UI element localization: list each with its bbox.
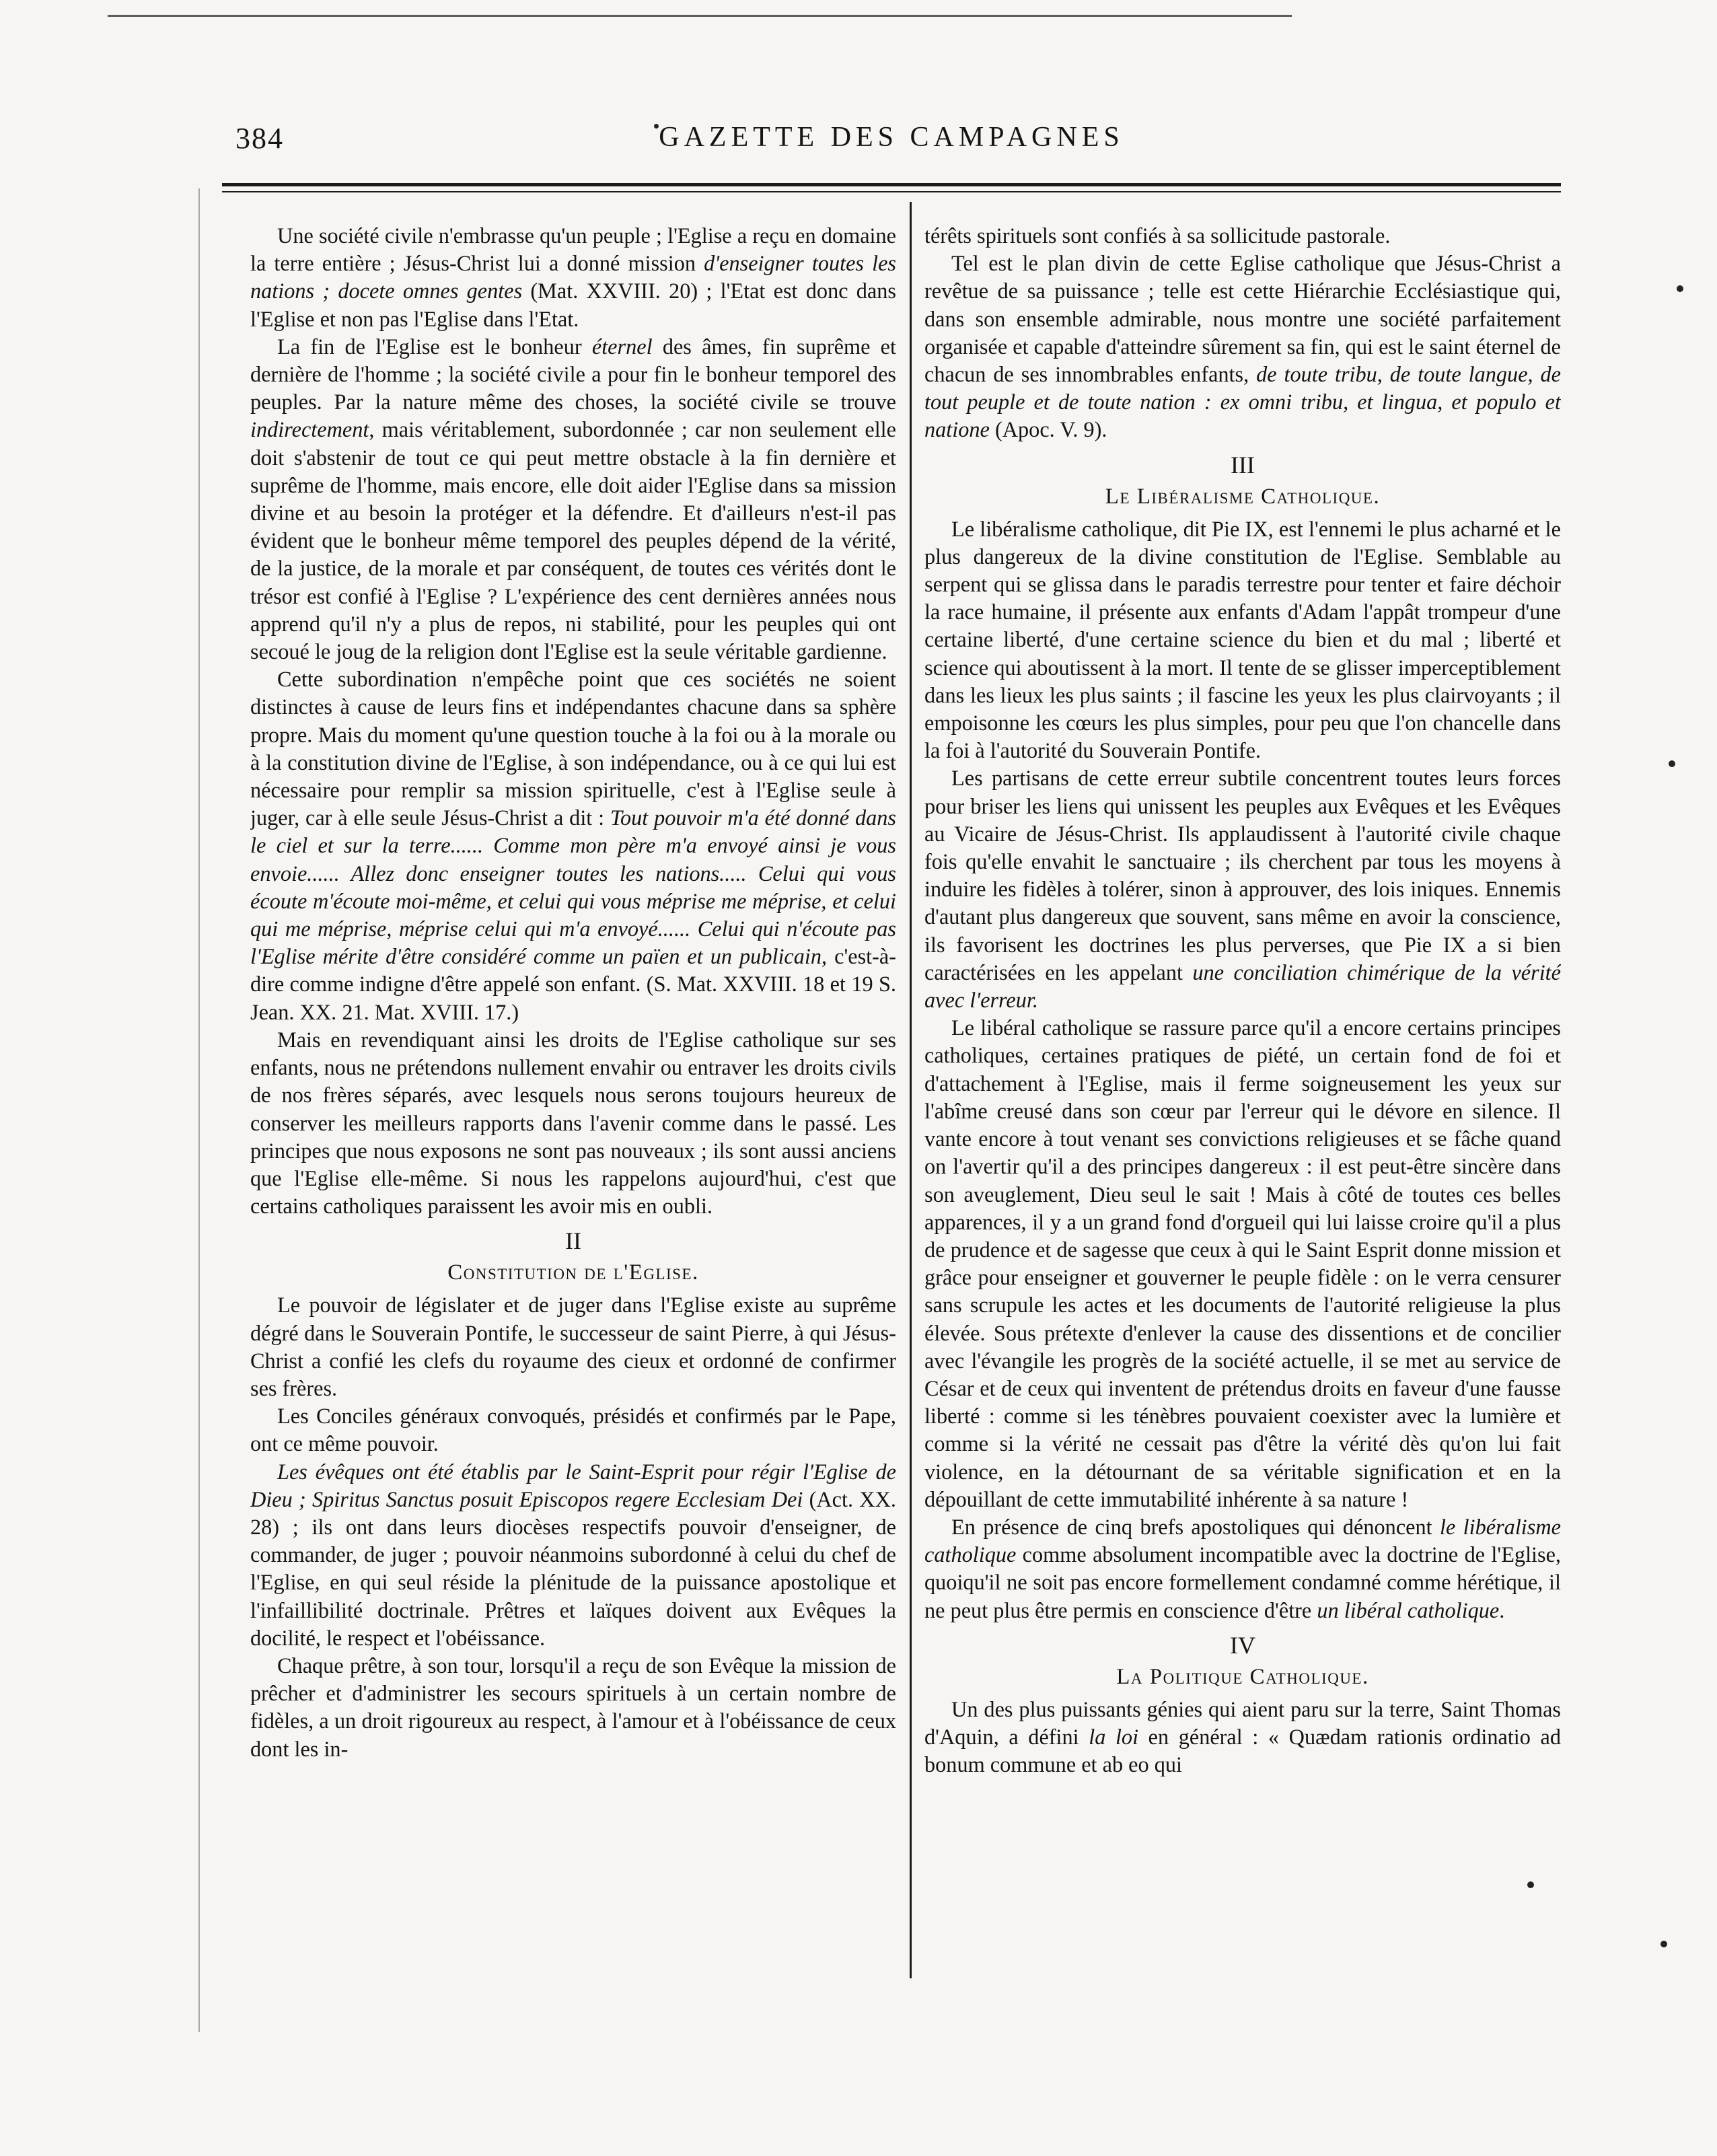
text-run: Un des plus puissants génies qui aient paru sur la terre, Saint Thomas d'Aquin, a défini (924, 1696, 1561, 1749)
section-number: II (565, 1227, 581, 1255)
paragraph (924, 1696, 1561, 1779)
page-number: 384 (235, 122, 284, 155)
header-rule-thin (222, 191, 1561, 192)
paragraph: Le libéralisme catholique, dit Pie IX, est l'ennemi le plus acharné et le plus dangereux de la divine constitution de l'Eglise. Semblable au serpent qui se glissa dans le paradis terrestre pour tenter et faire déchoir la race humaine, il présente aux enfants d'Adam l'appât trompeur d'une certaine liberté, d'une certaine science du bien et du mal ; liberté et science qui aboutissent à la mort. Il tente de se glisser imperceptiblement dans les lieux les plus saints ; il fascine les yeux les plus clairvoyants ; il empoisonne les cœurs les plus simples, pour peu que l'on chancelle dans la foi à l'autorité du Souverain Pontife. (924, 516, 1561, 763)
column-divider (910, 202, 912, 1978)
section-number: III (1231, 451, 1255, 478)
text-run: , c'est-à-dire comme indigne d'être appelé son enfant. (S. Mat. XXVIII. 18 et 19 S. Jean. XX. 21. Mat. XVIII. 17.) (250, 944, 896, 1024)
left-column (250, 222, 896, 1985)
text-run: Les partisans de cette erreur subtile concentrent toutes leurs forces pour briser les liens qui unissent les peuples aux Evêques et les Evêques au Vicaire de Jésus-Christ. Ils applaudissent à l'autorité civile chaque fois qu'elle envahit le sanctuaire ; ils cherchent par tous les moyens à induire les fidèles à tolérer, sinon à approuver, des lois iniques. Ennemis d'autant plus dangereux que souvent, sans même en avoir la conscience, ils favorisent les doctrines les plus perverses, que Pie IX a si bien caractérisées en les appelant (924, 766, 1561, 984)
italic-text: Tout pouvoir m'a été donné dans le ciel et sur la terre...... Comme mon père m'a envoyé ainsi je vous envoie...... Allez donc enseigner toutes les nations..... Celui qui vous écoute m'écoute moi-même, et celui qui vous méprise me méprise, et celui qui me méprise, méprise celui qui m'a envoyé...... Celui qui n'écoute pas l'Eglise mérite d'être considéré comme un païen et un publicain (250, 805, 896, 969)
ink-speck (1527, 1881, 1534, 1888)
text-run: En présence de cinq brefs apostoliques qui dénoncent (951, 1514, 1440, 1539)
italic-text: une conciliation chimérique de la vérité avec l'erreur. (924, 960, 1561, 1013)
text-run: en général : « Quædam rationis ordinatio ad bonum commune et ab eo qui (924, 1724, 1561, 1777)
section-title: Le Libéralisme Catholique. (1105, 484, 1381, 509)
paragraph: Le pouvoir de législater et de juger dans l'Eglise existe au suprême dégré dans le Souverain Pontife, le successeur de saint Pierre, à qui Jésus-Christ a confié les clefs du royaume des cieux et ordonné de confirmer ses frères. (250, 1293, 896, 1400)
paragraph (250, 666, 896, 1026)
paragraph: térêts spirituels sont confiés à sa sollicitude pastorale. (924, 223, 1391, 248)
italic-text: un libéral catholique (1317, 1597, 1500, 1622)
paragraph: Les Conciles généraux convoqués, présidés et confirmés par le Pape, ont ce même pouvoir. (250, 1404, 896, 1456)
italic-text: d'enseigner toutes les nations ; docete omnes gentes (250, 251, 896, 303)
text-run: Cette subordination n'empêche point que ces sociétés ne soient distinctes à cause de leurs fins et indépendantes chacune dans sa sphère propre. Mais du moment qu'une question touche à la foi ou à la morale ou à la constitution divine de l'Eglise, à son indépendance, ou à ce qui lui est nécessaire pour remplir sa mission spirituelle, c'est à l'Eglise seule à juger, car à elle seule Jésus-Christ a dit : (250, 667, 896, 830)
text-run: Tel est le plan divin de cette Eglise catholique que Jésus-Christ a revêtue de sa puissance ; telle est cette Hiérarchie Ecclésiastique qui, dans son ensemble admirable, nous montre une société parfaitement organisée et capable d'atteindre sûrement sa fin, qui est le saint éternel de chacun de ses innombrables enfants, (924, 251, 1561, 387)
ink-speck (1677, 285, 1683, 292)
text-run: (Act. XX. 28) ; ils ont dans leurs diocèses respectifs pouvoir d'enseigner, de commander, de juger ; pouvoir néanmoins subordonné à celui du chef de l'Eglise, en qui seul réside la plénitude de la puissance apostolique et l'infaillibilité doctrinale. Prêtres et laïques doivent aux Evêques la docilité, le respect et l'obéissance. (250, 1486, 896, 1650)
paragraph: Mais en revendiquant ainsi les droits de l'Eglise catholique sur ses enfants, nous ne prétendons nullement envahir ou entraver les droits civils de nos frères séparés, avec lesquels nous serons toujours heureux de conserver les meilleurs rapports dans l'avenir comme dans le passé. Les principes que nous exposons ne sont pas nouveaux ; ils sont aussi anciens que l'Eglise elle-même. Si nous les rappelons aujourd'hui, c'est que certains catholiques paraissent les avoir mis en oubli. (250, 1027, 896, 1219)
section-title: La Politique Catholique. (1116, 1664, 1369, 1689)
ink-speck (1669, 760, 1675, 767)
text-run: comme absolument incompatible avec la doctrine de l'Eglise, quoiqu'il ne soit pas encore formellement condamné comme hérétique, il ne peut plus être permis en conscience d'être (924, 1542, 1561, 1622)
text-run: . (1499, 1597, 1505, 1622)
italic-text: de toute tribu, de toute langue, de tout peuple et de toute nation : ex omni tribu, et lingua, et populo et natione (924, 362, 1561, 442)
paragraph (924, 250, 1561, 443)
paragraph (924, 1513, 1561, 1624)
italic-text: éternel (591, 334, 653, 359)
italic-text: le libéralisme catholique (924, 1514, 1561, 1567)
italic-text: la loi (1089, 1724, 1139, 1749)
section-number: IV (1230, 1631, 1255, 1659)
italic-text: indirectement (250, 417, 369, 442)
ink-speck (654, 124, 659, 129)
paragraph (924, 764, 1561, 1014)
masthead-title: GAZETTE DES CAMPAGNES (659, 122, 1124, 153)
paragraph (250, 1458, 896, 1652)
ink-speck (1660, 1941, 1667, 1947)
section-title: Constitution de l'Eglise. (447, 1260, 699, 1285)
italic-text: Les évêques ont été établis par le Saint-Esprit pour régir l'Eglise de Dieu ; Spiritus Sanctus posuit Episcopos regere Ecclesiam Dei (250, 1459, 896, 1511)
paragraph: Le libéral catholique se rassure parce qu'il a encore certains principes catholiques, certaines pratiques de piété, un certain fond de foi et d'attachement à l'Eglise, mais il ferme soigneusement les yeux sur l'abîme creusé dans son cœur par l'erreur qui le dévore en silence. Il vante encore à tout venant ses convictions religieuses et se fâche quand on l'avertir qu'il a des principes dangereux : il est peut-être sincère dans son aveuglement, Dieu seul le sait ! Mais à côté de toutes ces belles apparences, il y a un grand fond d'orgueil qui lui laisse croire qu'il a plus de prudence et de sagesse que ceux à qui le Saint Esprit donne mission et grâce pour enseigner et gouverner le peuple fidèle : on le verra censurer sans scrupule les actes et les documents de l'autorité religieuse la plus élevée. Sous prétexte d'enlever la cause des dissentions et de concilier avec l'évangile les progrès de la société actuelle, il se met au service de César et de ceux qui inventent de prétendus droits en faveur d'une fausse liberté : comme si les ténèbres pouvaient coexister avec la lumière et comme si la vérité ne cessait pas d'être la vérité dès qu'on lui fait violence, en la détournant de sa véritable signification et en la dépouillant de cette immutabilité inhérente à sa nature ! (924, 1015, 1561, 1511)
top-edge-rule (108, 15, 1292, 17)
paragraph (250, 333, 896, 666)
page-header (222, 114, 1561, 175)
paragraph: Chaque prêtre, à son tour, lorsqu'il a reçu de son Evêque la mission de prêcher et d'administrer les secours spirituels à un certain nombre de fidèles, a un droit rigoureux au respect, à l'amour et à l'obéissance de ceux dont les in- (250, 1653, 896, 1761)
text-run: , mais véritablement, subordonnée ; car non seulement elle doit s'abstenir de tout ce qui peut mettre obstacle à la fin dernière et suprême de l'homme, mais encore, elle doit aider l'Eglise dans sa mission divine et au besoin la protéger et la défendre. Et d'ailleurs n'est-il pas évident que le bonheur même temporel des peuples dépend de la vérité, de la justice, de la morale et par conséquent, de toutes ces vérités dont le trésor est confié à l'Eglise ? L'expérience des cent dernières années nous apprend qu'il n'y a plus de repos, ni stabilité, pour les peuples qui ont secoué le joug de la religion dont l'Eglise est la seule véritable gardienne. (250, 417, 896, 664)
header-rule-thick (222, 183, 1561, 186)
right-column (924, 222, 1561, 1985)
text-run: (Apoc. V. 9). (989, 417, 1107, 442)
paragraph (250, 222, 896, 333)
text-run: (Mat. XXVIII. 20) ; l'Etat est donc dans l'Eglise et non pas l'Eglise dans l'Etat. (250, 279, 896, 331)
text-run: des âmes, fin suprême et dernière de l'homme ; la société civile a pour fin le bonheur temporel des peuples. Par la nature même des choses, la société civile se trouve (250, 334, 896, 415)
text-run: La fin de l'Eglise est le bonheur (277, 334, 592, 359)
page-left-edge (198, 188, 200, 2032)
text-run: Une société civile n'embrasse qu'un peuple ; l'Eglise a reçu en domaine la terre entière ; Jésus-Christ lui a donné mission (250, 223, 896, 276)
